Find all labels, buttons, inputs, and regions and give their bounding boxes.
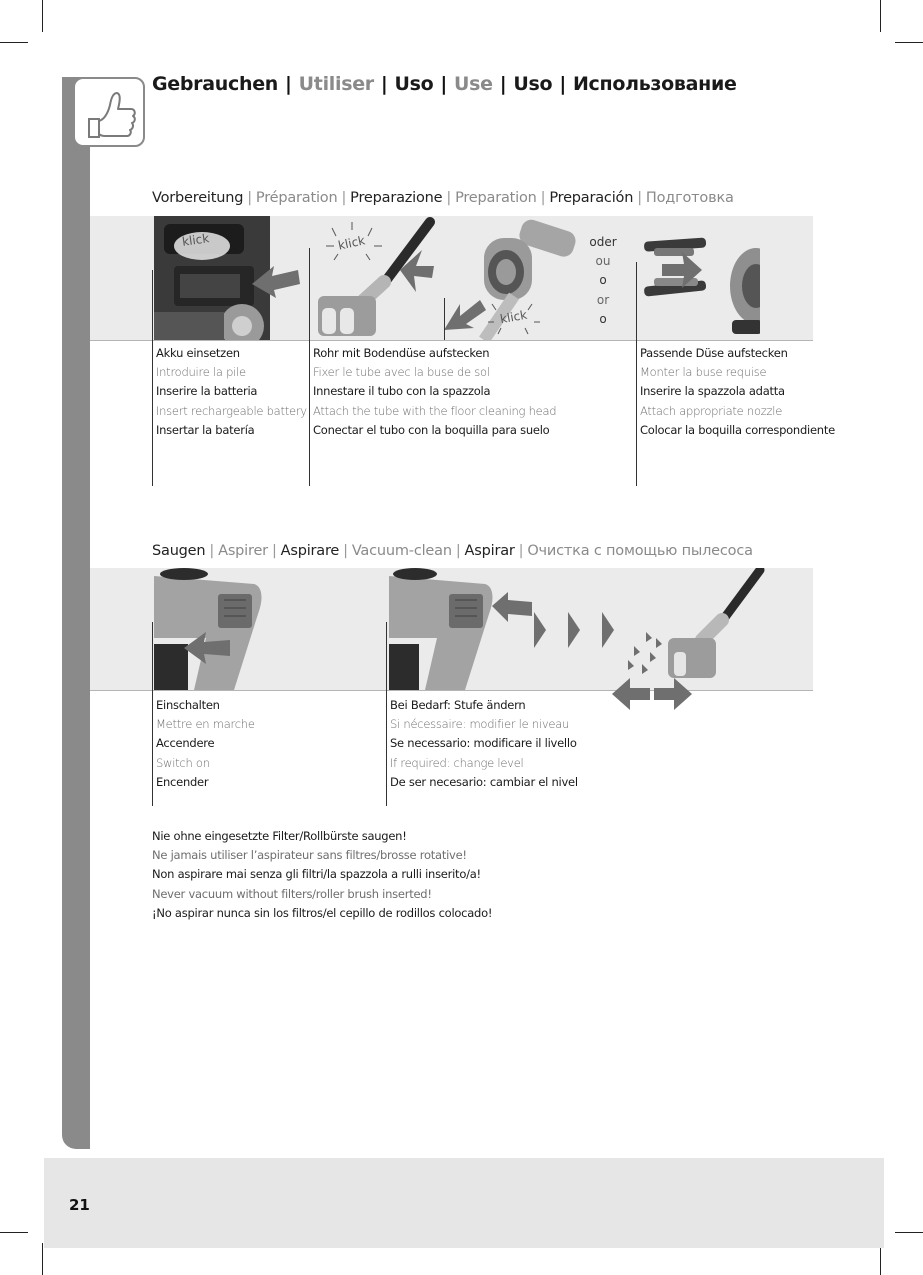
step-text-it: Inserire la spazzola adatta [640, 384, 785, 399]
step-divider [152, 622, 153, 806]
crop-mark [0, 1232, 28, 1233]
title-separator: | [247, 190, 252, 206]
page-title [152, 73, 737, 95]
step-text-it: Se necessario: modificare il livello [390, 736, 577, 751]
arrow-left-icon [252, 262, 302, 298]
crop-mark [895, 1232, 923, 1233]
step-text-fr: Fixer le tube avec la buse de sol [313, 365, 490, 380]
title-separator: | [518, 543, 524, 559]
step-text-en: Attach appropriate nozzle [640, 403, 783, 418]
title-separator: | [209, 543, 215, 559]
section-title-preparation [152, 190, 734, 206]
step-text-it: Accendere [156, 736, 215, 751]
step-text-es: Encender [156, 774, 209, 789]
title-lang-1: Utiliser [298, 73, 374, 95]
step-change-level [390, 696, 578, 792]
prep-title-lang-3: Preparation [455, 190, 537, 206]
step-text-es: Colocar la boquilla correspondiente [640, 422, 835, 437]
crop-mark [880, 0, 881, 32]
double-arrow-icon [492, 592, 536, 628]
step-text-fr: Introduire la pile [156, 365, 246, 380]
step-text-de: Akku einsetzen [156, 346, 240, 360]
page-footer [44, 1158, 884, 1248]
vacuum-title-lang-5: Очистка с помощью пылесоса [527, 543, 753, 559]
vacuum-title-lang-2: Aspirare [280, 543, 340, 559]
thumbs-up-icon [73, 77, 145, 147]
or-word: o [599, 311, 607, 326]
step-insert-battery [156, 344, 307, 440]
step-text-it: Innestare il tubo con la spazzola [313, 384, 491, 399]
warning-text-de: Nie ohne eingesetzte Filter/Rollbürste saugen! [152, 829, 407, 843]
prep-title-lang-4: Preparación [549, 190, 634, 206]
step-text-es: Insertar la batería [156, 422, 255, 437]
klick-label: klick [181, 231, 211, 249]
step-text-de: Einschalten [156, 698, 220, 712]
tube-attach-illustration [312, 216, 442, 340]
title-separator: | [446, 190, 452, 206]
warning-text-en: Never vacuum without filters/roller brush inserted! [152, 886, 432, 901]
klick-label: klick [498, 307, 529, 327]
title-separator: | [559, 73, 566, 95]
title-lang-0: Gebrauchen [152, 73, 279, 95]
step-text-en: Switch on [156, 755, 210, 770]
step-divider [309, 248, 310, 486]
title-lang-4: Uso [513, 73, 553, 95]
title-separator: | [637, 190, 642, 206]
title-separator: | [285, 73, 292, 95]
step-divider [636, 262, 637, 486]
title-separator: | [540, 190, 546, 206]
step-attach-tube [313, 344, 556, 440]
prep-title-lang-2: Preparazione [350, 190, 443, 206]
step-text-en: If required: change level [390, 755, 524, 770]
klick-label: klick [336, 233, 367, 253]
step-attach-nozzle [640, 344, 835, 440]
crop-mark [42, 0, 43, 32]
step-divider [152, 270, 153, 486]
vacuum-title-lang-1: Aspirer [218, 543, 268, 559]
crop-mark [42, 1243, 43, 1275]
title-separator: | [343, 543, 348, 559]
vacuum-title-lang-0: Saugen [152, 543, 206, 559]
step-text-fr: Monter la buse requise [640, 365, 767, 380]
or-word: o [599, 273, 607, 288]
vacuum-title-lang-4: Aspirar [464, 543, 515, 559]
vacuum-title-lang-3: Vacuum-clean [351, 543, 452, 559]
handheld-attach-illustration [444, 216, 584, 340]
step-divider [444, 298, 445, 340]
step-text-de: Bei Bedarf: Stufe ändern [390, 698, 526, 712]
or-word: ou [595, 254, 611, 269]
step-text-es: De ser necesario: cambiar el nivel [390, 774, 578, 789]
title-separator: | [499, 73, 507, 95]
floor-head-illustration [612, 568, 768, 714]
step-switch-on [156, 696, 255, 792]
warning-text-fr: Ne jamais utiliser l’aspirateur sans filtres/brosse rotative! [152, 848, 467, 863]
step-text-de: Passende Düse aufstecken [640, 346, 788, 360]
prep-title-lang-1: Préparation [255, 190, 338, 206]
title-separator: | [341, 190, 347, 206]
title-lang-3: Use [454, 73, 493, 95]
step-text-it: Inserire la batteria [156, 384, 258, 399]
change-level-illustration [389, 568, 501, 690]
nozzle-options-illustration [640, 226, 760, 340]
title-separator: | [380, 73, 388, 95]
prep-title-lang-0: Vorbereitung [152, 190, 244, 206]
chevron-sequence-icon [534, 610, 624, 650]
step-text-de: Rohr mit Bodendüse aufstecken [313, 346, 490, 360]
crop-mark [0, 42, 28, 43]
warning-text-es: ¡No aspirar nunca sin los filtros/el cepillo de rodillos colocado! [152, 905, 493, 920]
prep-title-lang-5: Подготовка [645, 190, 734, 206]
title-lang-5: Использование [572, 73, 737, 95]
warning-text-it: Non aspirare mai senza gli filtri/la spazzola a rulli inserito/a! [152, 867, 481, 882]
step-text-fr: Mettre en marche [156, 717, 255, 732]
warning-note [152, 827, 492, 923]
title-separator: | [440, 73, 448, 95]
step-divider [386, 622, 387, 806]
section-title-vacuum [152, 543, 753, 559]
title-lang-2: Uso [394, 73, 434, 95]
band-divider [90, 340, 813, 341]
chapter-side-bar [62, 77, 90, 1149]
step-text-fr: Si nécessaire: modifier le niveau [390, 717, 570, 732]
or-word: oder [589, 235, 617, 249]
title-separator: | [271, 543, 277, 559]
or-word: or [596, 292, 610, 307]
step-text-en: Insert rechargeable battery [156, 403, 307, 418]
page-number: 21 [69, 1196, 90, 1214]
step-text-es: Conectar el tubo con la boquilla para suelo [313, 422, 550, 437]
title-separator: | [455, 543, 461, 559]
alternative-separator [588, 233, 618, 329]
switch-on-illustration [154, 568, 266, 690]
crop-mark [895, 42, 923, 43]
step-text-en: Attach the tube with the floor cleaning head [313, 403, 557, 418]
